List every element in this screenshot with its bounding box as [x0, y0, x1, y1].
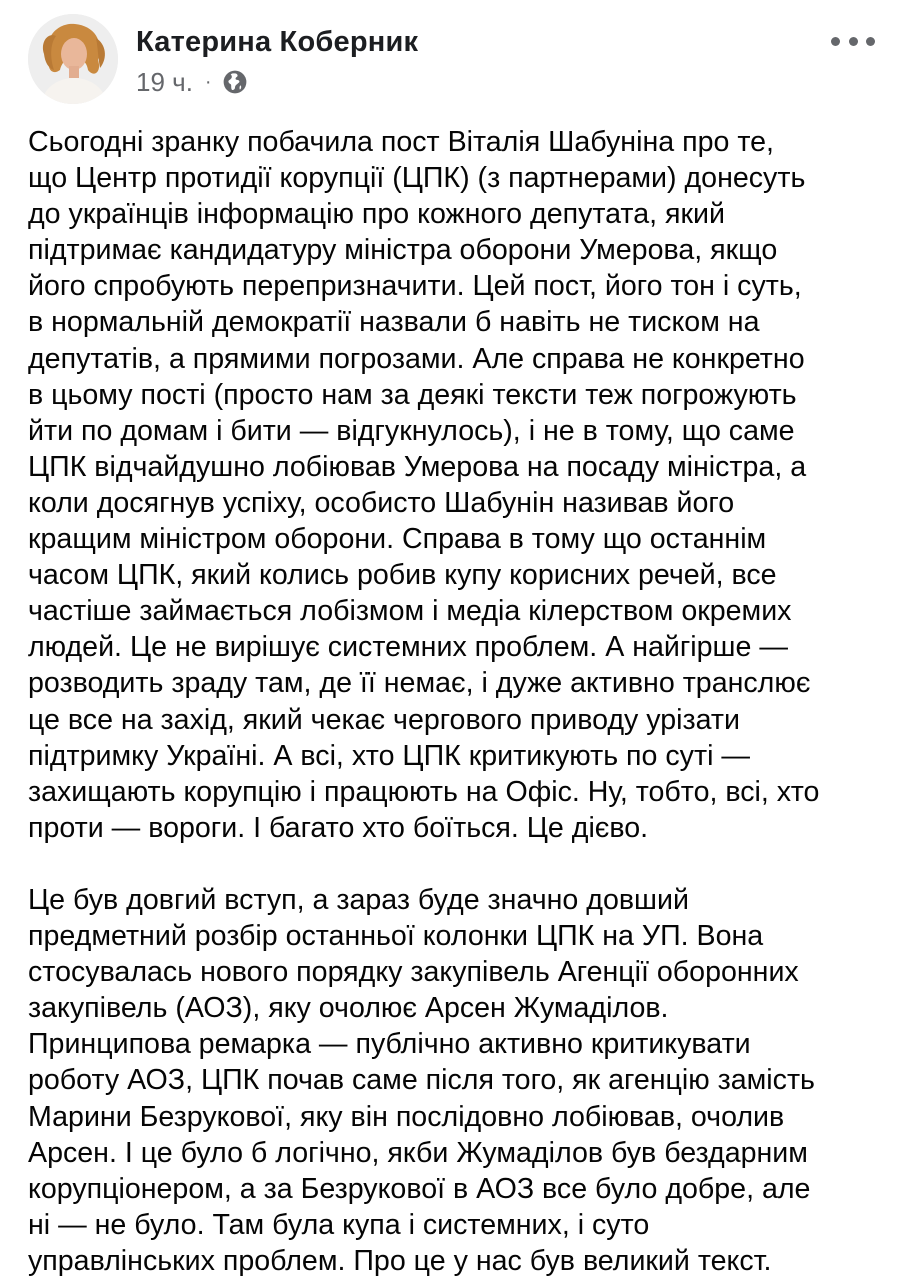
- author-name[interactable]: Катерина Коберник: [136, 26, 419, 58]
- post-meta: [136, 66, 248, 98]
- post-text-line: захищають корупцію і працюють на Офіс. Ну, тобто, всі, хто: [28, 775, 820, 808]
- paragraph-gap: [28, 846, 894, 882]
- post-text-line: стосувалась нового порядку закупівель Агенції оборонних: [28, 956, 799, 989]
- profile-photo: [28, 14, 118, 104]
- globe-icon[interactable]: [222, 69, 248, 95]
- post-text-line: Марини Безрукової, яку він послідовно лобіював, очолив: [28, 1100, 785, 1133]
- post-text-line: ні — не було. Там була купа і системних, і суто: [28, 1208, 650, 1241]
- post-paragraph-2: [28, 882, 894, 1279]
- post-text-line: роботу АОЗ, ЦПК почав саме після того, як агенцію замість: [28, 1064, 815, 1097]
- post-text-line: підтримає кандидатуру міністра оборони Умерова, якщо: [28, 234, 778, 267]
- post-text-line: підтримку Україні. А всі, хто ЦПК критикують по суті —: [28, 739, 750, 772]
- post-text-line: Сьогодні зранку побачила пост Віталія Шабуніна про те,: [28, 126, 774, 158]
- post-text-line: людей. Це не вирішує системних проблем. А найгірше —: [28, 631, 788, 664]
- post-text-line: це все на захід, який чекає чергового приводу урізати: [28, 703, 740, 736]
- post-text-line: проти — вороги. І багато хто боїться. Це дієво.: [28, 811, 649, 844]
- post-text-line: закупівель (АОЗ), яку очолює Арсен Жумаділов.: [28, 992, 669, 1025]
- post-text-line: корупціонером, а за Безрукової в АОЗ все було добре, але: [28, 1172, 811, 1205]
- post-text-line: його спробують перепризначити. Цей пост, його тон і суть,: [28, 270, 802, 303]
- post-text: [28, 124, 894, 1279]
- post-text-line: Арсен. І це було б логічно, якби Жумаділов був бездарним: [28, 1136, 808, 1169]
- post-text-line: управлінських проблем. Про це у нас був великий текст.: [28, 1244, 772, 1277]
- post-text-line: йти по домам і бити — відгукнулось), і не в тому, що саме: [28, 414, 795, 447]
- post-text-line: в цьому пості (просто нам за деякі тексти теж погрожують: [28, 378, 797, 411]
- more-options-button[interactable]: [831, 26, 875, 56]
- post-text-line: часом ЦПК, який колись робив купу корисних речей, все: [28, 559, 777, 592]
- more-horizontal-icon: [849, 37, 858, 46]
- meta-separator: ·: [204, 71, 212, 93]
- more-horizontal-icon: [866, 37, 875, 46]
- post-text-line: що Центр протидії корупції (ЦПК) (з партнерами) донесуть: [28, 162, 806, 195]
- post-text-line: депутатів, а прямими погрозами. Але справа не конкретно: [28, 342, 805, 375]
- avatar[interactable]: [28, 14, 118, 104]
- post-text-line: Це був довгий вступ, а зараз буде значно довший: [28, 883, 689, 916]
- post-text-line: предметний розбір останньої колонки ЦПК на УП. Вона: [28, 920, 764, 953]
- post-text-line: ЦПК відчайдушно лобіював Умерова на посаду міністра, а: [28, 450, 807, 483]
- post-text-line: коли досягнув успіху, особисто Шабунін називав його: [28, 486, 735, 519]
- more-horizontal-icon: [831, 37, 840, 46]
- post-text-line: частіше займається лобізмом і медіа кілерством окремих: [28, 595, 792, 628]
- post-text-line: розводить зраду там, де її немає, і дуже активно транслює: [28, 667, 811, 700]
- post-text-line: в нормальній демократії назвали б навіть не тиском на: [28, 306, 760, 339]
- post-paragraph-1: [28, 124, 894, 846]
- post-timestamp[interactable]: 19 ч.: [136, 66, 193, 97]
- post-text-line: Принципова ремарка — публічно активно критикувати: [28, 1028, 751, 1061]
- post-text-line: до українців інформацію про кожного депутата, який: [28, 198, 725, 231]
- post-text-line: кращим міністром оборони. Справа в тому що останнім: [28, 523, 767, 556]
